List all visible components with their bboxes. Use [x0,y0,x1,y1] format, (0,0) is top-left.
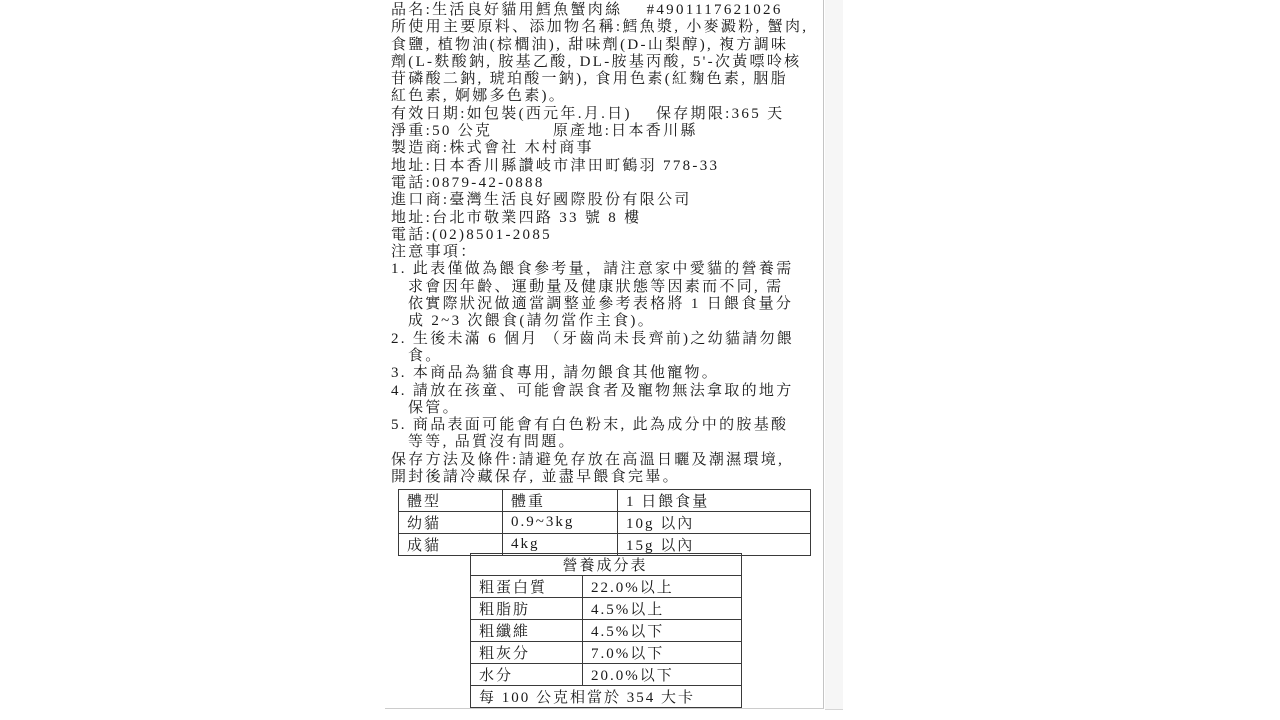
note-item-5: 5. 商品表面可能會有白色粉末, 此為成分中的胺基酸 [391,417,789,434]
table-row [471,620,742,642]
manufacturer-phone-line: 電話:0879-42-0888 [391,174,545,191]
calories-footer-cell: 每 100 公克相當於 354 大卡 [471,686,742,708]
nutrition-table-title: 營養成分表 [471,554,742,576]
table-footer-row [471,686,742,708]
table-header-cell: 1 日餵食量 [618,490,811,512]
importer-line: 進口商:臺灣生活良好國際股份有限公司 [391,192,692,209]
table-cell: 4.5%以上 [583,598,742,620]
note-item-1: 1. 此表僅做為餵食參考量，請注意家中愛貓的營養需 [391,261,794,278]
table-row [399,512,811,534]
ingredients-line: 苷磷酸二鈉, 琥珀酸一鈉), 食用色素(紅麴色素, 胭脂 [391,71,788,88]
table-cell: 22.0%以上 [583,576,742,598]
notes-heading: 注意事項： [391,244,478,261]
table-row [471,642,742,664]
note-item-5-cont: 等等, 品質沒有問題。 [408,434,576,451]
table-header-cell: 體重 [503,490,618,512]
table-cell: 20.0%以下 [583,664,742,686]
ingredients-line: 所使用主要原料、添加物名稱:鱈魚漿, 小麥澱粉, 蟹肉, [391,19,809,36]
table-cell: 幼貓 [399,512,503,534]
manufacturer-line: 製造商:株式會社 木村商事 [391,140,594,157]
table-cell: 0.9~3kg [503,512,618,534]
note-item-4-cont: 保管。 [408,399,460,416]
table-cell: 水分 [471,664,583,686]
table-cell: 粗蛋白質 [471,576,583,598]
table-cell: 10g 以內 [618,512,811,534]
net-weight-origin-line: 淨重:50 公克 原產地:日本香川縣 [391,123,698,140]
storage-line-cont: 開封後請冷藏保存, 並盡早餵食完畢。 [391,469,680,486]
scan-edge-gutter [825,0,843,710]
table-cell: 4kg [503,534,618,556]
table-header-row [399,490,811,512]
importer-phone-line: 電話:(02)8501-2085 [391,226,552,243]
storage-line: 保存方法及條件:請避免存放在高溫日曬及潮濕環境, [391,451,785,468]
importer-address-line: 地址:台北市敬業四路 33 號 8 樓 [391,209,642,226]
table-cell: 15g 以內 [618,534,811,556]
table-row [471,664,742,686]
note-item-3: 3. 本商品為貓食專用, 請勿餵食其他寵物。 [391,365,720,382]
note-item-2-cont: 食。 [408,347,443,364]
ingredients-line: 食鹽, 植物油(棕櫚油), 甜味劑(D-山梨醇), 複方調味 [391,36,789,53]
feeding-guide-table [398,489,811,556]
label-text-block [391,2,823,486]
table-cell: 粗纖維 [471,620,583,642]
table-cell: 7.0%以下 [583,642,742,664]
note-item-4: 4. 請放在孩童、可能會誤食者及寵物無法拿取的地方 [391,382,794,399]
ingredients-line: 紅色素, 婀娜多色素)。 [391,88,567,105]
expiry-line: 有效日期:如包裝(西元年.月.日) 保存期限:365 天 [391,105,785,122]
manufacturer-address-line: 地址:日本香川縣讚岐市津田町鶴羽 778-33 [391,157,720,174]
note-item-1-cont: 成 2~3 次餵食(請勿當作主食)。 [408,313,656,330]
nutrition-facts-table [470,553,742,708]
table-cell: 粗脂肪 [471,598,583,620]
table-row [471,598,742,620]
ingredients-line: 劑(L-麩酸鈉, 胺基乙酸, DL-胺基丙酸, 5'-次黃嘌呤核 [391,53,802,70]
note-item-1-cont: 求會因年齡、運動量及健康狀態等因素而不同, 需 [408,278,784,295]
product-label-scan [385,0,824,709]
table-cell: 4.5%以下 [583,620,742,642]
table-header-cell: 體型 [399,490,503,512]
table-row [471,576,742,598]
note-item-2: 2. 生後未滿 6 個月 （牙齒尚未長齊前)之幼貓請勿餵 [391,330,795,347]
table-cell: 成貓 [399,534,503,556]
table-title-row [471,554,742,576]
product-name-line: 品名:生活良好貓用鱈魚蟹肉絲 #4901117621026 [391,2,783,18]
table-cell: 粗灰分 [471,642,583,664]
note-item-1-cont: 依實際狀況做適當調整並參考表格將 1 日餵食量分 [408,296,794,313]
